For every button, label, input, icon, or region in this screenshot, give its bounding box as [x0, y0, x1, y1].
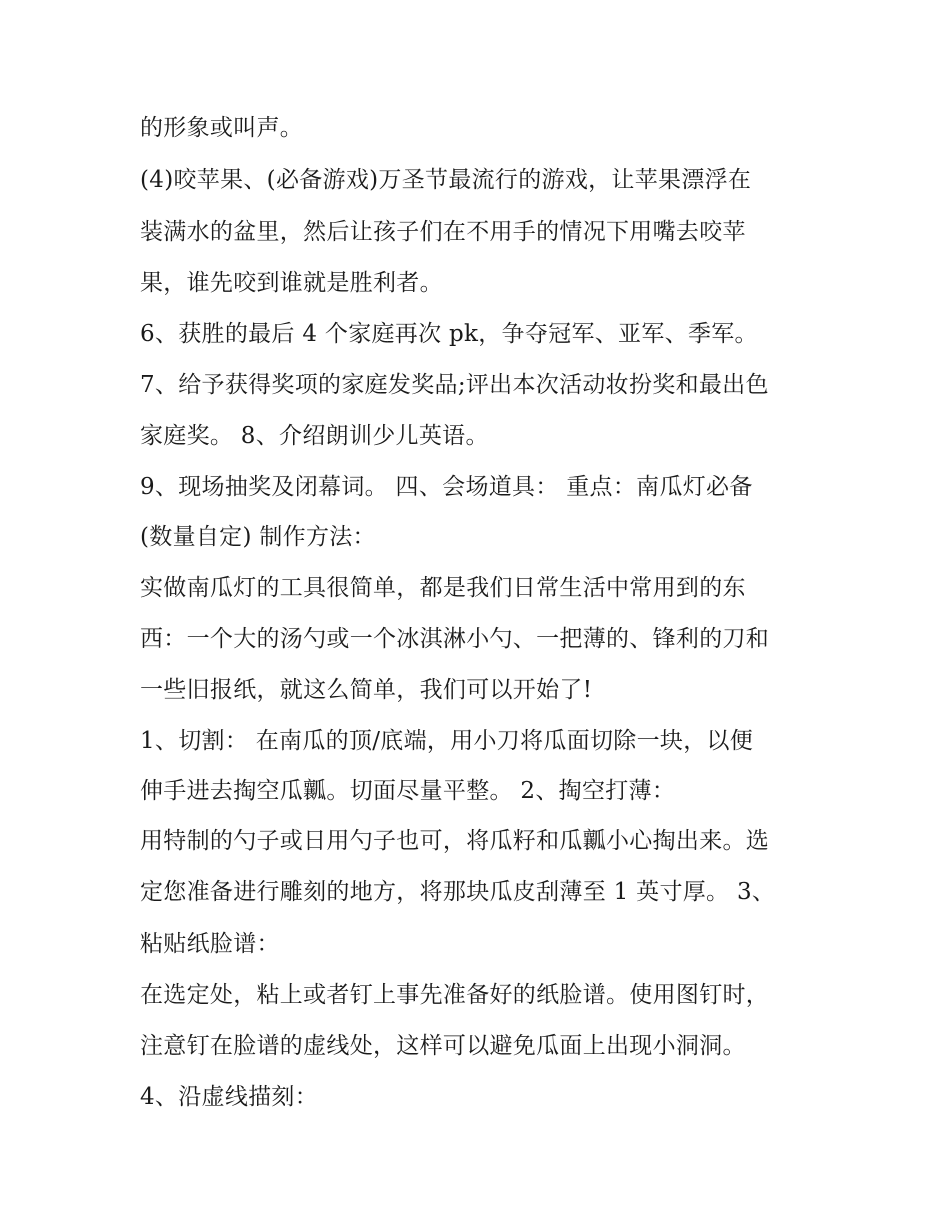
text-line: 装满水的盆里，然后让孩子们在不用手的情况下用嘴去咬苹 [140, 219, 746, 245]
text-line: 7、给予获得奖项的家庭发奖品;评出本次活动妆扮奖和最出色 [140, 372, 769, 398]
text-line: 的形象或叫声。 [140, 115, 304, 141]
text-line: 实做南瓜灯的工具很简单，都是我们日常生活中常用到的东 [140, 575, 746, 601]
text-line: (数量自定) 制作方法： [140, 524, 376, 550]
text-line: 9、现场抽奖及闭幕词。 四、会场道具： 重点：南瓜灯必备 [140, 474, 753, 500]
text-line: 粘贴纸脸谱： [140, 931, 280, 957]
text-line: 家庭奖。 8、介绍朗训少儿英语。 [140, 423, 489, 449]
text-line: 一些旧报纸，就这么简单，我们可以开始了! [140, 677, 593, 703]
text-line: 在选定处，粘上或者钉上事先准备好的纸脸谱。使用图钉时， [140, 982, 770, 1008]
text-line: 定您准备进行雕刻的地方，将那块瓜皮刮薄至 1 英寸厚。 3、 [140, 879, 776, 905]
text-line: 6、获胜的最后 4 个家庭再次 pk，争夺冠军、亚军、季军。 [140, 321, 758, 347]
text-line: 用特制的勺子或日用勺子也可，将瓜籽和瓜瓤小心掏出来。选 [140, 828, 770, 854]
text-line: 西：一个大的汤勺或一个冰淇淋小勺、一把薄的、锋利的刀和 [140, 626, 770, 652]
text-line: 注意钉在脸谱的虚线处，这样可以避免瓜面上出现小洞洞。 [140, 1033, 746, 1059]
text-line: 伸手进去掏空瓜瓤。切面尽量平整。 2、掏空打薄： [140, 778, 676, 804]
text-line: 果，谁先咬到谁就是胜利者。 [140, 270, 443, 296]
text-line: 1、切割： 在南瓜的顶/底端，用小刀将瓜面切除一块，以便 [140, 728, 754, 754]
text-line: 4、沿虚线描刻： [140, 1084, 319, 1110]
text-line: (4)咬苹果、(必备游戏)万圣节最流行的游戏，让苹果漂浮在 [140, 167, 752, 193]
